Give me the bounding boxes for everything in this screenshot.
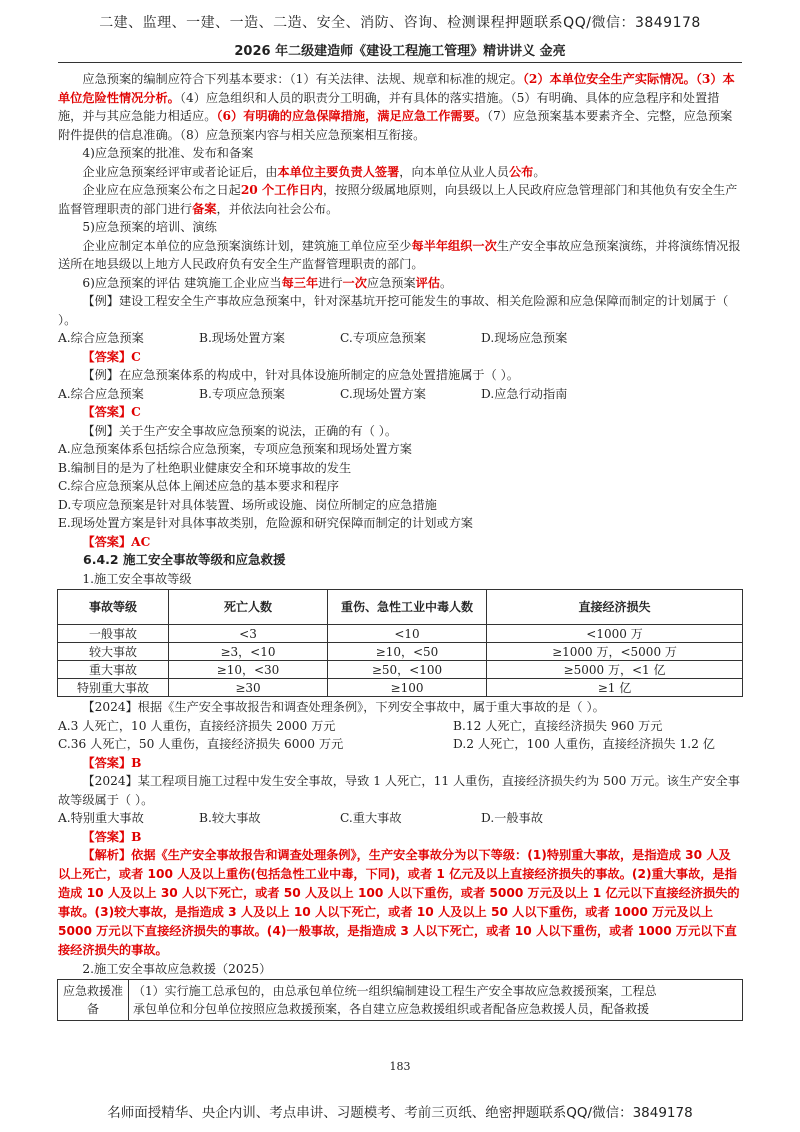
- accident-grade-table: [57, 589, 743, 697]
- table-row: 较大事故 ≥3，<10 ≥10，<50 ≥1000 万，<5000 万: [58, 643, 743, 661]
- option: C.重大事故: [340, 811, 402, 825]
- option: B.较大事故: [199, 811, 261, 825]
- question-1-stem: 【例】建设工程安全生产事故应急预案中，针对深基坑开挖可能发生的事故、相关危险源和应急保障而制定的计划属于（ ）。: [58, 294, 729, 327]
- section-5-para: 企业应制定本单位的应急预案演练计划，建筑施工单位应至少每半年组织一次生产安全事故应急预案演练，并将演练情况报送所在地县级以上地方人民政府负有安全生产监督管理职责的部门。: [58, 238, 741, 271]
- footer-contact-line: 名师面授精华、央企内训、考点串讲、习题模考、考前三页纸、绝密押题联系QQ/微信：3849178: [107, 1105, 693, 1121]
- section-5-title: 5)应急预案的培训、演练: [82, 220, 217, 234]
- option: A.特别重大事故: [58, 811, 144, 825]
- option: D.一般事故: [481, 811, 543, 825]
- rescue-text: （1）实行施工总承包的，由总承包单位统一组织编制建设工程生产安全事故应急救援预案，工程总 承包单位和分包单位按照应急救援预案，各自建立应急救援组织或者配备应急救援人员，配备救援: [129, 979, 743, 1020]
- question-2-stem: 【例】在应急预案体系的构成中，针对具体设施所制定的应急处置措施属于（ ）。: [82, 368, 519, 382]
- section-4-para-1: 企业应急预案经评审或者论证后，由本单位主要负责人签署，向本单位从业人员公布。: [82, 164, 546, 179]
- question-5-options: [58, 809, 742, 828]
- option: A.应急预案体系包括综合应急预案，专项应急预案和现场处置方案: [58, 442, 412, 456]
- section-6-para: 6)应急预案的评估 建筑施工企业应当每三年进行一次应急预案评估。: [82, 275, 453, 290]
- section-642-subtitle: 1.施工安全事故等级: [82, 571, 192, 586]
- question-2-options: [58, 385, 742, 404]
- option: A.综合应急预案: [58, 386, 144, 401]
- table-row: [58, 979, 743, 1020]
- option: C.36 人死亡，50 人重伤，直接经济损失 6000 万元: [58, 737, 344, 751]
- col-header: 事故等级: [58, 590, 169, 625]
- question-4-stem: 【2024】根据《生产安全事故报告和调查处理条例》，下列安全事故中，属于重大事故的是（ ）。: [82, 700, 605, 714]
- section-642-title: 6.4.2 施工安全事故等级和应急救援: [83, 552, 286, 567]
- page-number: 183: [389, 1060, 411, 1073]
- rescue-label: 应急救援准备: [58, 979, 129, 1020]
- rescue-table: [57, 979, 743, 1021]
- section-4-para-2: 企业应在应急预案公布之日起20 个工作日内，按照分级属地原则，向县级以上人民政府应急管理部门和其他负有安全生产监督管理职责的部门进行备案，并依法向社会公布。: [58, 183, 738, 216]
- page-content: [58, 70, 742, 1021]
- question-4-options: [58, 717, 742, 736]
- option: A.3 人死亡，10 人重伤，直接经济损失 2000 万元: [58, 718, 336, 733]
- option: C.专项应急预案: [340, 331, 426, 345]
- section-4-title: 4)应急预案的批准、发布和备案: [82, 146, 254, 160]
- table-row: 重大事故 ≥10，<30 ≥50，<100 ≥5000 万，<1 亿: [58, 661, 743, 679]
- question-1-options: [58, 329, 742, 348]
- option: D.专项应急预案是针对具体装置、场所或设施、岗位所制定的应急措施: [58, 497, 437, 512]
- option: B.专项应急预案: [199, 386, 285, 401]
- option: D.应急行动指南: [481, 386, 568, 401]
- option: A.综合应急预案: [58, 331, 144, 345]
- question-3-answer: 【答案】AC: [82, 534, 151, 549]
- question-4-options: [58, 735, 742, 754]
- question-1-answer: 【答案】C: [82, 349, 141, 364]
- option: E.现场处置方案是针对具体事故类别，危险源和研究保障而制定的计划或方案: [58, 516, 473, 530]
- question-2-answer: 【答案】C: [82, 405, 141, 419]
- option: C.现场处置方案: [340, 386, 426, 401]
- question-4-answer: 【答案】B: [82, 755, 142, 770]
- col-header: 死亡人数: [169, 590, 328, 625]
- table-row: 一般事故 <3 <10 <1000 万: [58, 625, 743, 643]
- question-5-stem: 【2024】某工程项目施工过程中发生安全事故，导致 1 人死亡，11 人重伤，直接经济损失约为 500 万元。该生产安全事故等级属于（ ）。: [58, 774, 740, 807]
- question-3-stem: 【例】关于生产安全事故应急预案的说法，正确的有（ ）。: [82, 423, 398, 438]
- question-5-explanation: 【解析】依据《生产安全事故报告和调查处理条例》，生产安全事故分为以下等级：(1)特别重大事故，是指造成 30 人及以上死亡，或者 100 人及以上重伤(包括急性工业中毒，下同)，或者 1 亿元及以上直接经济损失的事故。(2)重大事故，是指造成 10 人及以上 30 人以下死亡，或者 50 人及以上 100 人以下重伤，或者 5000 万元及以上 1 亿元以下直接经济损失的事故。(3)较大事故，是指造成 3 人及以上 10 人以下死亡，或者 10 人及以上 50 人以下重伤，或者 1000 万元及以上 5000 万元以下直接经济损失的事故。(4)一般事故，是指造成 3 人以下死亡，或者 10 人以下重伤，或者 1000 万元以下直接经济损失的事故。: [58, 848, 740, 957]
- header-contact-line: 二建、监理、一建、一造、二造、安全、消防、咨询、检测课程押题联系QQ/微信：3849178: [99, 15, 701, 31]
- table-header-row: [58, 590, 743, 625]
- header-divider: [58, 62, 742, 63]
- option: C.综合应急预案从总体上阐述应急的基本要求和程序: [58, 479, 339, 493]
- table-row: 特别重大事故 ≥30 ≥100 ≥1 亿: [58, 679, 743, 697]
- rescue-section-title: 2.施工安全事故应急救援（2025）: [82, 962, 272, 976]
- header-title: 2026 年二级建造师《建设工程施工管理》精讲讲义 金亮: [234, 44, 566, 59]
- requirements-paragraph: 应急预案的编制应符合下列基本要求：（1）有关法律、法规、规章和标准的规定。（2）本单位安全生产实际情况。（3）本单位危险性情况分析。（4）应急组织和人员的职责分工明确，并有具体的落实措施。（5）有明确、具体的应急程序和处置措施，并与其应急能力相适应。（6）有明确的应急保障措施，满足应急工作需要。（7）应急预案基本要素齐全、完整，应急预案附件提供的信息准确。（8）应急预案内容与相关应急预案相互衔接。: [58, 72, 735, 142]
- col-header: 直接经济损失: [487, 590, 743, 625]
- option: D.2 人死亡，100 人重伤，直接经济损失 1.2 亿: [453, 737, 715, 751]
- option: B.现场处置方案: [199, 331, 285, 345]
- col-header: 重伤、急性工业中毒人数: [328, 590, 487, 625]
- option: D.现场应急预案: [481, 331, 568, 345]
- option: B.编制目的是为了杜绝职业健康安全和环境事故的发生: [58, 460, 352, 475]
- option: B.12 人死亡，直接经济损失 960 万元: [453, 718, 663, 733]
- question-5-answer: 【答案】B: [82, 829, 142, 844]
